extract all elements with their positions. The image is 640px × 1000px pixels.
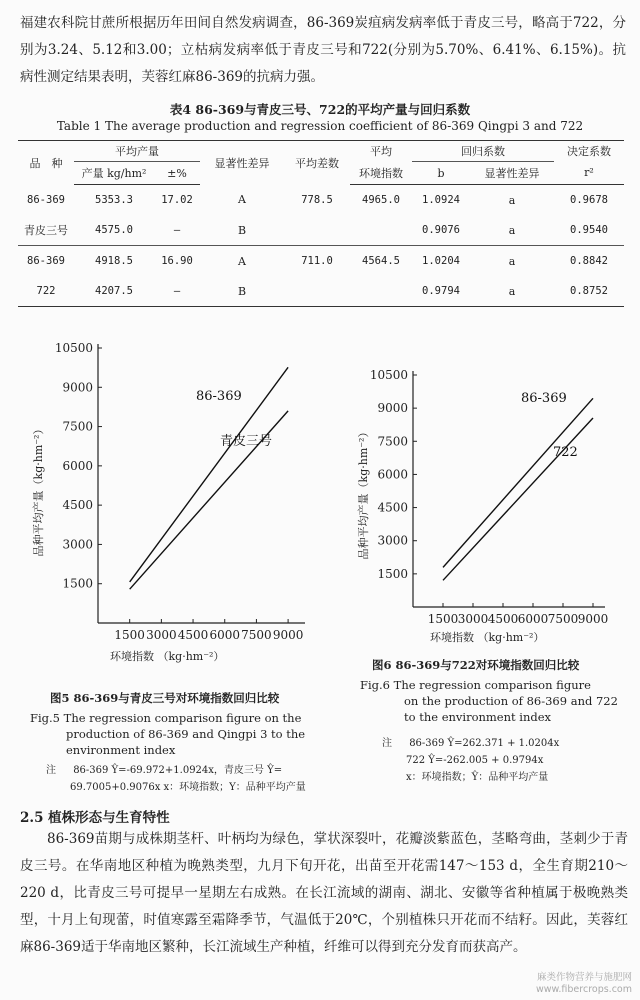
header-avg-diff: 平均差数 [284, 141, 350, 185]
y-tick-label: 4500 [62, 498, 93, 513]
cell-b: 0.9076 [412, 215, 470, 246]
series-line [443, 398, 593, 567]
header-env-index-1: 平均 [350, 141, 412, 162]
header-significance: 显著性差异 [200, 141, 284, 185]
cell-bsig: a [470, 215, 554, 246]
header-b-sig: 显著性差异 [470, 162, 554, 185]
cell-variety: 722 [18, 276, 74, 307]
note-line: x：环境指数；Ŷ：品种平均产量 [406, 772, 549, 783]
note-line: 69.7005+0.9076x x：环境指数；Y：品种平均产量 [70, 782, 306, 793]
cell-r2: 0.8752 [554, 276, 624, 307]
x-tick-label: 6000 [209, 628, 241, 642]
body-paragraph: 86-369苗期与成株期茎杆、叶柄均为绿色，掌状深裂叶，花瓣淡紫蓝色，茎略弯曲，茎刺少于青皮三号。在华南地区种植为晚熟类型，九月下旬开花，出苗至开花需147～153 d，全生育期210～220 d，比青皮三号可提早一星期左右成熟。在长江流域的湖南、湖北、安徽等省种植属于极晚熟类型，十月上旬现蕾，时值寒露至霜降季节，气温低于20℃，个别植株只开花而不结籽。因此，芙蓉红麻86-369适于华南地区繁种，长江流域生产种植，纤维可以得到充分发育而获高产。 [20, 831, 628, 955]
watermark-en: www.fibercrops.com [535, 984, 632, 995]
cell-sig: B [200, 276, 284, 307]
cell-bsig: a [508, 193, 516, 207]
cell-pct: — [154, 276, 200, 307]
figure-5-note [46, 762, 306, 796]
x-tick-label: 4500 [177, 628, 209, 642]
y-tick-label: 7500 [62, 419, 93, 434]
y-tick-label: 3000 [377, 533, 408, 548]
y-tick-label: 7500 [377, 434, 408, 449]
cell-pct: 17.02 [161, 194, 193, 206]
cell-variety: 青皮三号 [18, 215, 74, 246]
note-line: 86-369 Ŷ=-69.972+1.0924x，青皮三号 Ŷ= [73, 765, 283, 776]
x-tick-label: 3000 [146, 628, 177, 642]
cell-diff [284, 276, 350, 307]
table-caption-en: Table 1 The average production and regression coefficient of 86-369 Qingpi 3 and 722 [56, 119, 584, 133]
series-label: 86-369 [196, 389, 242, 404]
y-tick-label: 9000 [377, 401, 408, 416]
header-r2-2: r² [554, 162, 624, 185]
header-variety: 品 种 [18, 141, 74, 185]
cell-b: 1.0204 [422, 255, 460, 267]
y-tick-label: 6000 [377, 467, 408, 482]
figure-5-caption-cn: 图5 86-369与青皮三号对环境指数回归比较 [50, 691, 280, 705]
caption-line: Fig.6 The regression comparison figure [360, 678, 591, 692]
yield-regression-table [18, 140, 624, 307]
series-label: 青皮三号 [220, 434, 273, 449]
cell-variety: 86-369 [27, 255, 65, 267]
cell-pct: — [154, 215, 200, 246]
intro-paragraph: 福建农科院甘蔗所根据历年田间自然发病调查，86-369炭疽病发病率低于青皮三号，略高于722，分别为3.24、5.12和3.00；立枯病发病率低于青皮三号和722(分别为5.70%、6.41%、6.15%)。抗病性测定结果表明，芙蓉红麻86-369的抗病力强。 [20, 15, 626, 85]
y-tick-label: 10500 [369, 368, 408, 382]
x-tick-label: 7500 [547, 612, 579, 626]
x-tick-label: 1500 [114, 628, 145, 642]
cell-diff: 778.5 [301, 193, 333, 206]
header-yield-unit: 产量 kg/hm² [74, 162, 154, 185]
cell-bsig: a [508, 254, 516, 268]
header-regression: 回归系数 [412, 141, 554, 162]
x-axis-label: 环境指数 （kg·hm⁻²） [110, 650, 225, 663]
x-tick-label: 1500 [427, 612, 459, 626]
x-tick-label: 7500 [241, 628, 272, 642]
y-axis-label: 品种平均产量（kg·hm⁻²） [32, 423, 45, 557]
y-tick-label: 9000 [62, 380, 93, 395]
cell-env: 4965.0 [362, 194, 400, 206]
cell-sig: A [238, 254, 246, 268]
cell-bsig: a [470, 276, 554, 307]
x-tick-label: 6000 [517, 612, 549, 626]
note-label: 注 [46, 765, 56, 776]
header-avg-yield: 平均产量 [74, 141, 200, 162]
caption-line: Fig.5 The regression comparison figure on the [30, 711, 302, 725]
cell-yield: 4575.0 [74, 215, 154, 246]
cell-sig: A [238, 193, 246, 207]
note-line: 86-369 Ŷ=262.371 + 1.0204x [409, 738, 560, 749]
cell-env [350, 215, 412, 246]
y-tick-label: 4500 [377, 500, 408, 515]
series-line [443, 418, 593, 580]
figure-6-caption-en [360, 677, 618, 725]
caption-line: on the production of 86-369 and 722 [404, 694, 618, 708]
table-row [18, 276, 624, 307]
x-axis-label: 环境指数 （kg·hm⁻²） [430, 631, 545, 644]
table-row [18, 215, 624, 246]
x-tick-label: 4500 [487, 612, 519, 626]
cell-yield: 5353.3 [95, 194, 133, 206]
cell-yield: 4207.5 [74, 276, 154, 307]
caption-line: production of 86-369 and Qingpi 3 to the [66, 727, 306, 741]
y-tick-label: 10500 [54, 341, 93, 355]
y-tick-label: 1500 [377, 566, 408, 581]
y-tick-label: 1500 [62, 576, 93, 591]
x-tick-label: 9000 [272, 628, 304, 642]
table-row [18, 246, 624, 277]
note-label: 注 [382, 738, 392, 749]
cell-diff [284, 215, 350, 246]
y-tick-label: 6000 [62, 458, 93, 473]
header-env-index-2: 环境指数 [350, 162, 412, 185]
watermark [536, 972, 632, 996]
cell-sig: B [200, 215, 284, 246]
watermark-cn: 麻类作物营养与施肥网 [536, 972, 632, 983]
cell-r2: 0.9678 [570, 194, 608, 206]
header-r2-1: 决定系数 [554, 141, 624, 162]
header-pct: ±% [154, 162, 200, 185]
y-tick-label: 3000 [62, 537, 93, 552]
cell-pct: 16.90 [161, 255, 193, 267]
table-row [18, 185, 624, 216]
cell-env: 4564.5 [362, 255, 400, 267]
cell-diff: 711.0 [301, 255, 333, 267]
cell-yield: 4918.5 [95, 255, 133, 267]
caption-line: environment index [66, 743, 176, 757]
note-line: 722 Ŷ=-262.005 + 0.9794x [406, 755, 544, 766]
x-tick-label: 3000 [457, 612, 489, 626]
header-b: b [412, 162, 470, 185]
figure-5-caption-en [30, 710, 305, 758]
figure-5-regression-chart [20, 330, 320, 680]
cell-b: 1.0924 [422, 194, 460, 206]
caption-line: to the environment index [404, 710, 552, 724]
figure-6-caption-cn: 图6 86-369与722对环境指数回归比较 [372, 658, 580, 672]
y-axis-label: 品种平均产量（kg·hm⁻²） [357, 426, 370, 560]
series-label: 86-369 [521, 391, 567, 406]
cell-r2: 0.9540 [554, 215, 624, 246]
cell-variety: 86-369 [27, 193, 65, 206]
x-tick-label: 9000 [577, 612, 609, 626]
figure-6-note [382, 735, 559, 786]
section-heading: 2.5 植株形态与生育特性 [20, 810, 170, 826]
cell-r2: 0.8842 [570, 255, 608, 267]
figure-6-regression-chart [355, 355, 625, 655]
table-caption-cn: 表4 86-369与青皮三号、722的平均产量与回归系数 [169, 102, 471, 117]
cell-b: 0.9794 [412, 276, 470, 307]
series-label: 722 [553, 445, 578, 460]
cell-env [350, 276, 412, 307]
